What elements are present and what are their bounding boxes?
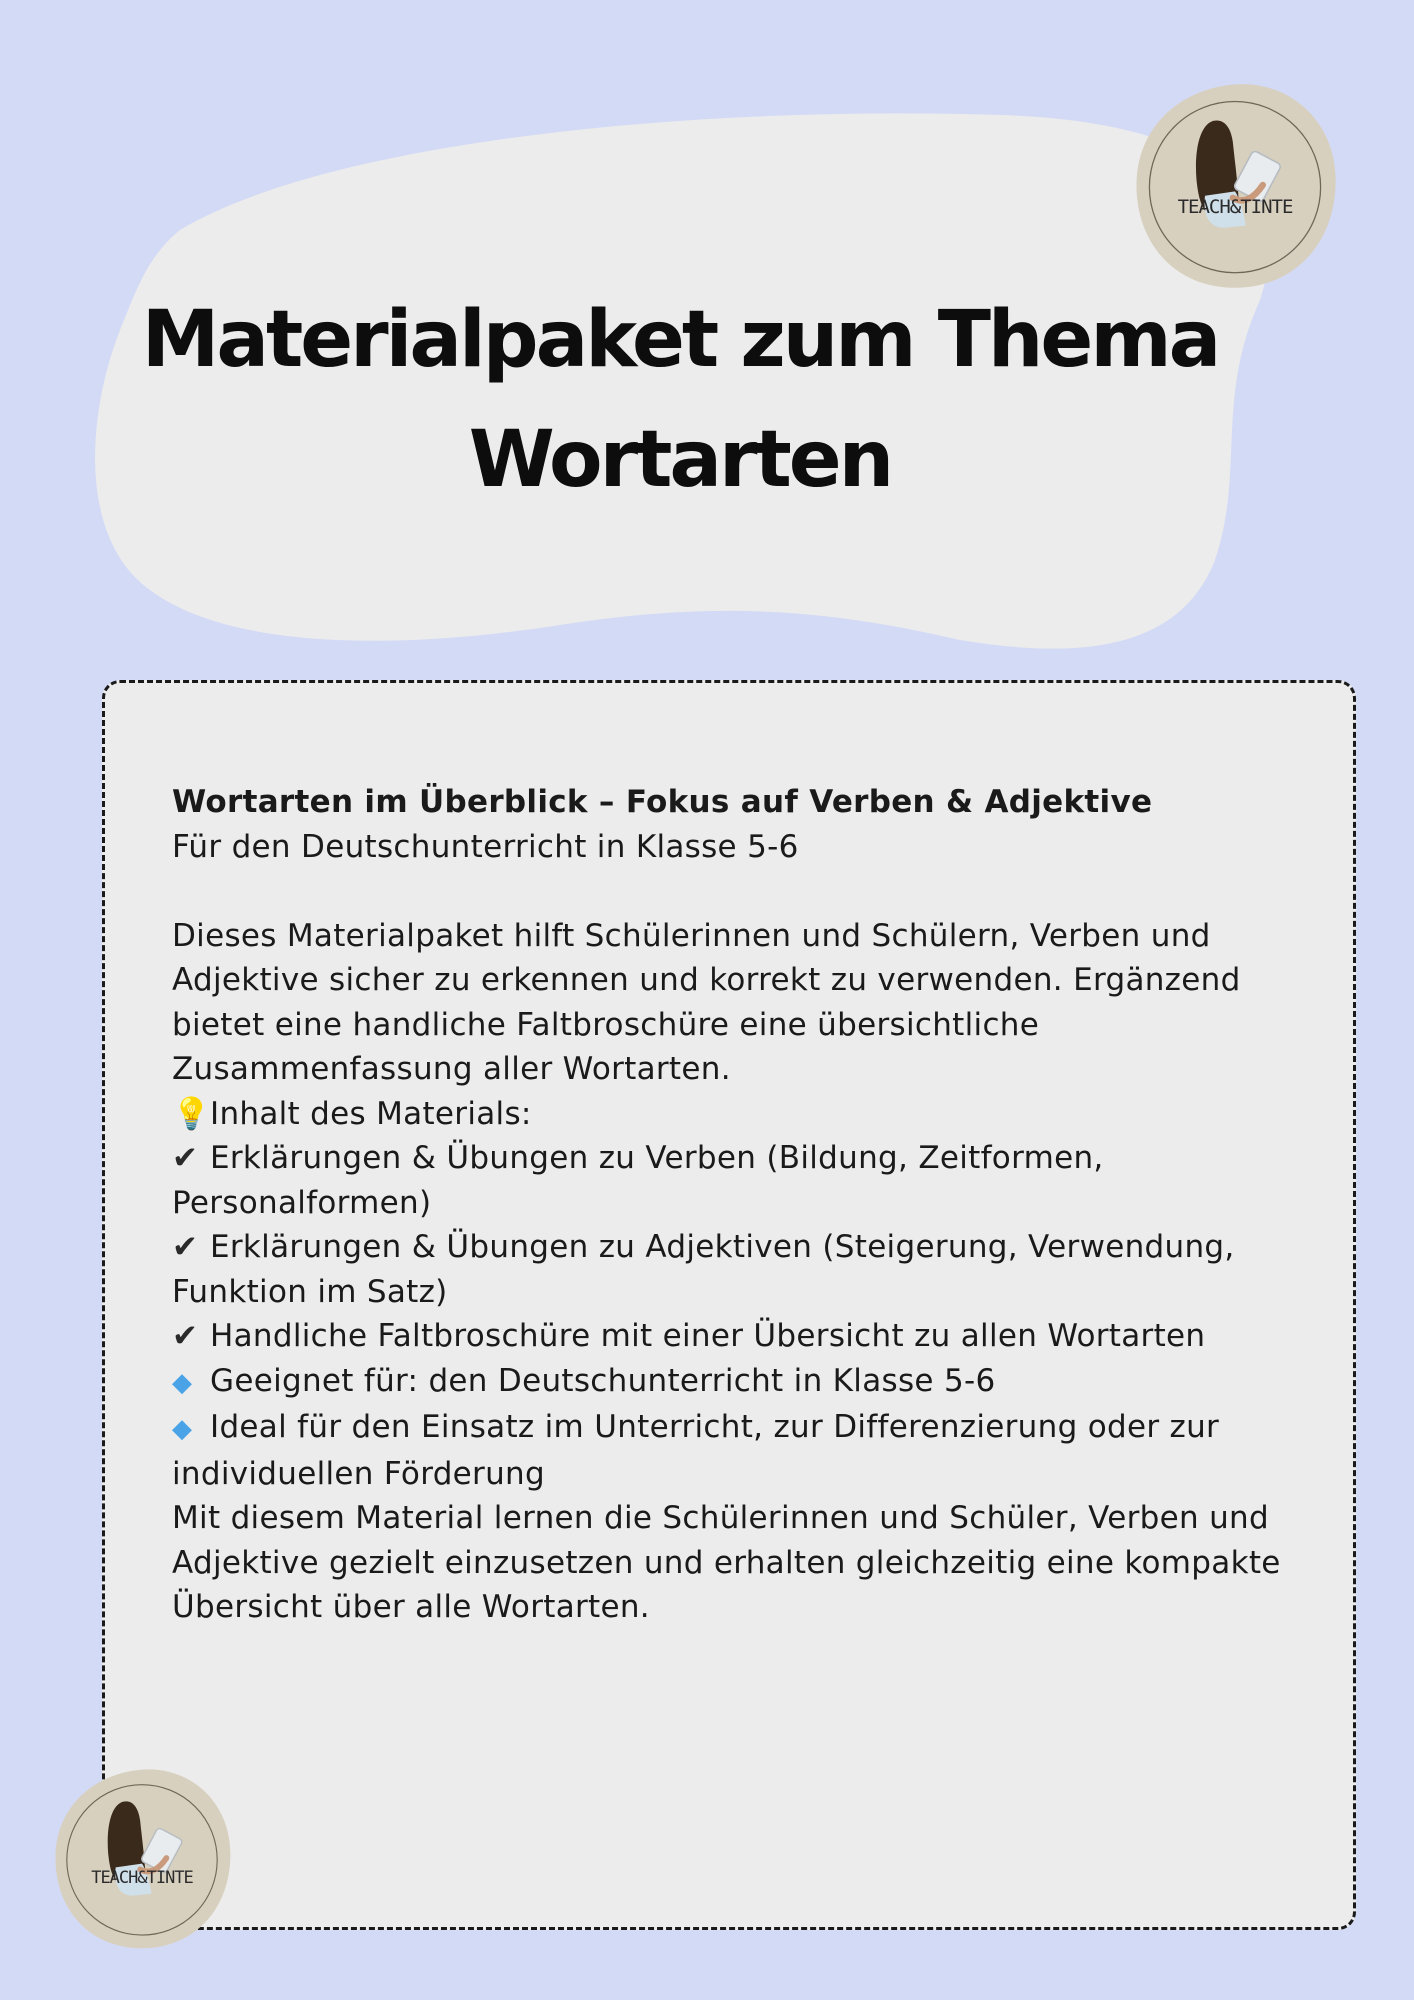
teach-tinte-logo <box>1128 74 1342 296</box>
logo-text: TEACH&TINTE <box>91 1868 193 1888</box>
list-item <box>172 1405 1322 1496</box>
section-label: Inhalt des Materials: <box>210 1095 532 1132</box>
section-label-line <box>172 1092 1322 1137</box>
logo-text: TEACH&TINTE <box>1177 196 1293 218</box>
list-item <box>172 1225 1322 1314</box>
content-heading: Wortarten im Überblick – Fokus auf Verben & Adjektive <box>172 784 1153 820</box>
description-text <box>172 780 1322 1630</box>
content-subheading: Für den Deutschunterricht in Klasse 5-6 <box>172 828 799 865</box>
check-icon: ✔ <box>172 1318 199 1354</box>
list-item <box>172 1314 1322 1359</box>
list-item-text: Handliche Faltbroschüre mit einer Übersicht zu allen Wortarten <box>210 1318 1206 1354</box>
list-item <box>172 1359 1322 1406</box>
intro-paragraph: Dieses Materialpaket hilft Schülerinnen und Schülern, Verben und Adjektive sicher zu erkennen und korrekt zu verwenden. Ergänzend bietet eine handliche Faltbroschüre eine übersichtliche Zusammenfassung aller Wortarten. <box>172 917 1241 1087</box>
list-item-text: Erklärungen & Übungen zu Verben (Bildung, Zeitformen, Personalformen) <box>172 1140 1104 1221</box>
check-icon: ✔ <box>172 1140 199 1176</box>
teach-tinte-logo <box>48 1760 236 1956</box>
lightbulb-icon: 💡 <box>172 1095 211 1132</box>
page-title-line-1: Materialpaket zum Thema <box>141 295 1219 385</box>
list-item-text: Erklärungen & Übungen zu Adjektiven (Steigerung, Verwendung, Funktion im Satz) <box>172 1229 1235 1310</box>
paragraph-gap <box>172 869 1322 914</box>
page-title <box>140 280 1220 520</box>
diamond-icon: ◆ <box>172 1414 193 1444</box>
logo-illustration <box>1128 74 1342 296</box>
closing-paragraph: Mit diesem Material lernen die Schülerinnen und Schüler, Verben und Adjektive gezielt einzusetzen und erhalten gleichzeitig eine kompakte Übersicht über alle Wortarten. <box>172 1500 1281 1625</box>
diamond-icon: ◆ <box>172 1367 193 1398</box>
logo-illustration <box>48 1760 236 1956</box>
list-item <box>172 1136 1322 1225</box>
list-item-text: Ideal für den Einsatz im Unterricht, zur Differenzierung oder zur individuellen Förderung <box>172 1409 1220 1492</box>
list-item-text: Geeignet für: den Deutschunterricht in Klasse 5-6 <box>210 1362 996 1399</box>
check-icon: ✔ <box>172 1229 199 1265</box>
page-title-line-2: Wortarten <box>468 415 892 505</box>
